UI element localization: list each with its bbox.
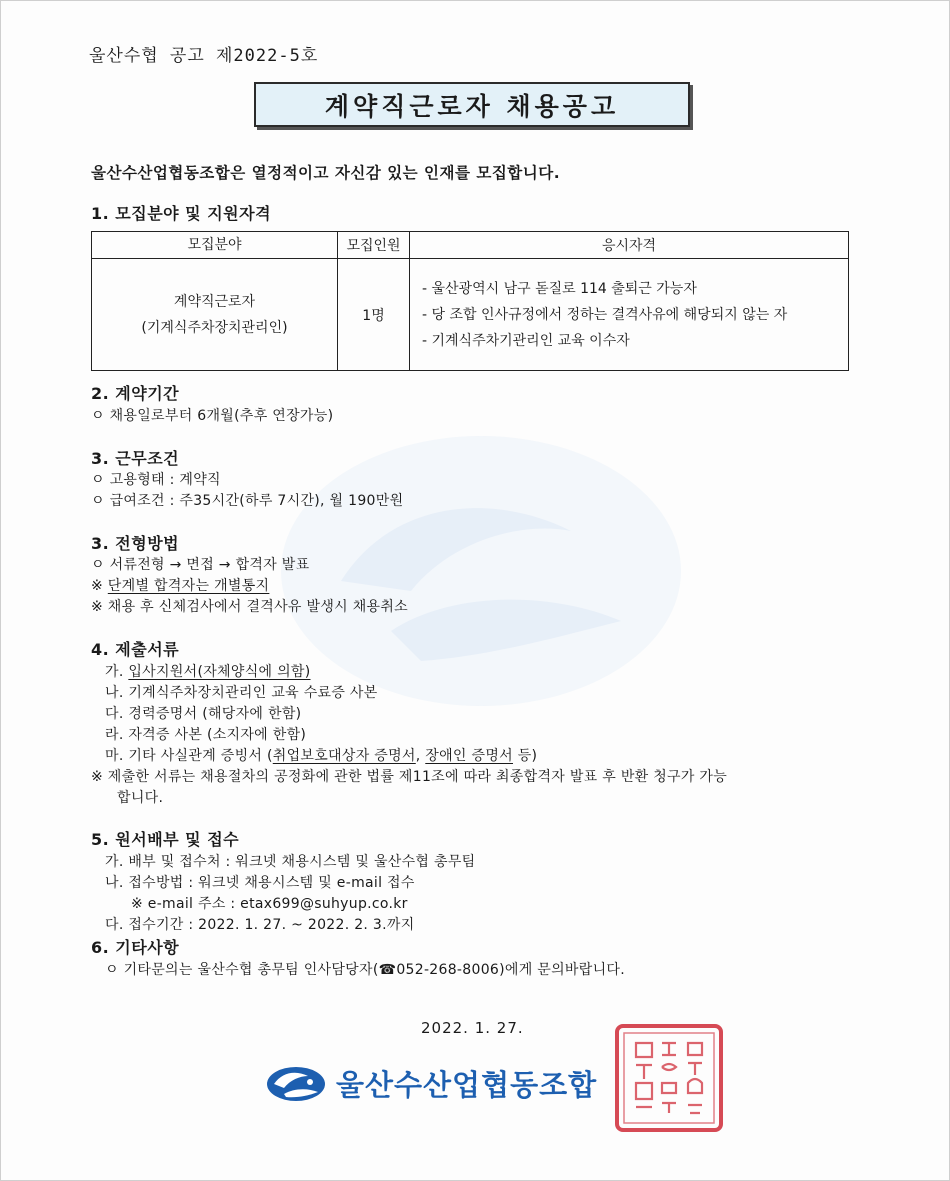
doc-item-e-prefix: 마. 기타 사실관계 증빙서 ( xyxy=(105,748,273,764)
inquiry-item: ㅇ 기타문의는 울산수협 총무팀 인사담당자(☎052-268-8006)에게 문의바랍니다. xyxy=(105,962,625,978)
title-box xyxy=(254,82,690,127)
table-cell-qualification xyxy=(410,259,849,371)
veteran-certificate-text: 취업보호대상자 증명서 xyxy=(272,748,416,764)
section5-heading: 5. 원서배부 및 접수 xyxy=(91,830,240,849)
recruitment-table xyxy=(91,231,849,371)
table-header-count: 모집인원 xyxy=(338,232,410,259)
salary-item: ㅇ 급여조건 : 주35시간(하루 7시간), 월 190만원 xyxy=(91,493,404,509)
notice-date: 2022. 1. 27. xyxy=(421,1019,524,1037)
table-cell-count: 1명 xyxy=(338,259,410,371)
organization-name: 울산수산업협동조합 xyxy=(336,1068,598,1102)
table-header-qualification: 응시자격 xyxy=(410,232,849,259)
contract-period-item: ㅇ 채용일로부터 6개월(추후 연장가능) xyxy=(91,408,334,424)
doc-item-a-prefix: 가. xyxy=(105,664,124,680)
document-return-note-line1: ※ 제출한 서류는 채용절차의 공정화에 관한 법률 제11조에 따라 최종합격자 발표 후 반환 청구가 가능 xyxy=(91,769,728,785)
note-mark: ※ xyxy=(91,578,104,594)
doc-item-e xyxy=(105,745,537,765)
section1-heading: 1. 모집분야 및 지원자격 xyxy=(91,204,272,223)
notice-number: 울산수협 공고 제2022-5호 xyxy=(89,46,319,66)
individual-notice-text: 단계별 합격자는 개별통지 xyxy=(107,578,270,594)
doc-item-a xyxy=(105,661,311,681)
submission-method-item: 나. 접수방법 : 워크넷 채용시스템 및 e-mail 접수 xyxy=(105,875,415,891)
section6-heading: 6. 기타사항 xyxy=(91,938,180,957)
qualification-item: - 당 조합 인사규정에서 정하는 결격사유에 해당되지 않는 자 xyxy=(422,306,788,323)
section4-heading: 4. 제출서류 xyxy=(91,640,180,659)
table-header-field: 모집분야 xyxy=(92,232,338,259)
doc-item-e-sep: , xyxy=(415,748,426,764)
field-line1: 계약직근로자 xyxy=(173,293,256,310)
selection-process-item: ㅇ 서류전형 → 면접 → 합격자 발표 xyxy=(91,557,310,573)
table-header-row xyxy=(92,232,849,259)
official-seal-icon xyxy=(614,1023,724,1133)
qualification-item: - 기계식주차기관리인 교육 이수자 xyxy=(422,332,630,349)
organization-logo xyxy=(266,1063,597,1104)
disability-certificate-text: 장애인 증명서 xyxy=(425,748,513,764)
suhyup-logo-icon xyxy=(266,1066,326,1102)
distribution-place-item: 가. 배부 및 접수처 : 워크넷 채용시스템 및 울산수협 총무팀 xyxy=(105,854,476,870)
page-title: 계약직근로자 채용공고 xyxy=(324,91,620,121)
qualification-item: - 울산광역시 남구 돋질로 114 출퇴근 가능자 xyxy=(422,280,697,297)
email-address-item: ※ e-mail 주소 : etax699@suhyup.co.kr xyxy=(131,896,408,912)
field-line2: (기계식주차장치관리인) xyxy=(141,319,288,336)
individual-notice-note xyxy=(91,575,269,595)
watermark-logo-icon xyxy=(271,421,691,721)
health-check-note: ※ 채용 후 신체검사에서 결격사유 발생시 채용취소 xyxy=(91,599,409,615)
intro-text: 울산수산업협동조합은 열정적이고 자신감 있는 인재를 모집합니다. xyxy=(91,164,561,182)
section2-heading: 2. 계약기간 xyxy=(91,384,180,403)
doc-item-b: 나. 기계식주차장치관리인 교육 수료증 사본 xyxy=(105,685,378,701)
doc-item-c: 다. 경력증명서 (해당자에 한함) xyxy=(105,706,302,722)
table-row xyxy=(92,259,849,371)
submission-period-item: 다. 접수기간 : 2022. 1. 27. ~ 2022. 2. 3.까지 xyxy=(105,917,415,933)
doc-item-e-suffix: 등) xyxy=(512,748,538,764)
table-cell-field xyxy=(92,259,338,371)
application-form-text: 입사지원서(자체양식에 의함) xyxy=(128,664,311,680)
section3-conditions-heading: 3. 근무조건 xyxy=(91,449,180,468)
doc-item-d: 라. 자격증 사본 (소지자에 한함) xyxy=(105,727,307,743)
document-return-note-line2: 합니다. xyxy=(117,790,164,806)
section3-selection-heading: 3. 전형방법 xyxy=(91,534,180,553)
employment-type-item: ㅇ 고용형태 : 계약직 xyxy=(91,472,221,488)
